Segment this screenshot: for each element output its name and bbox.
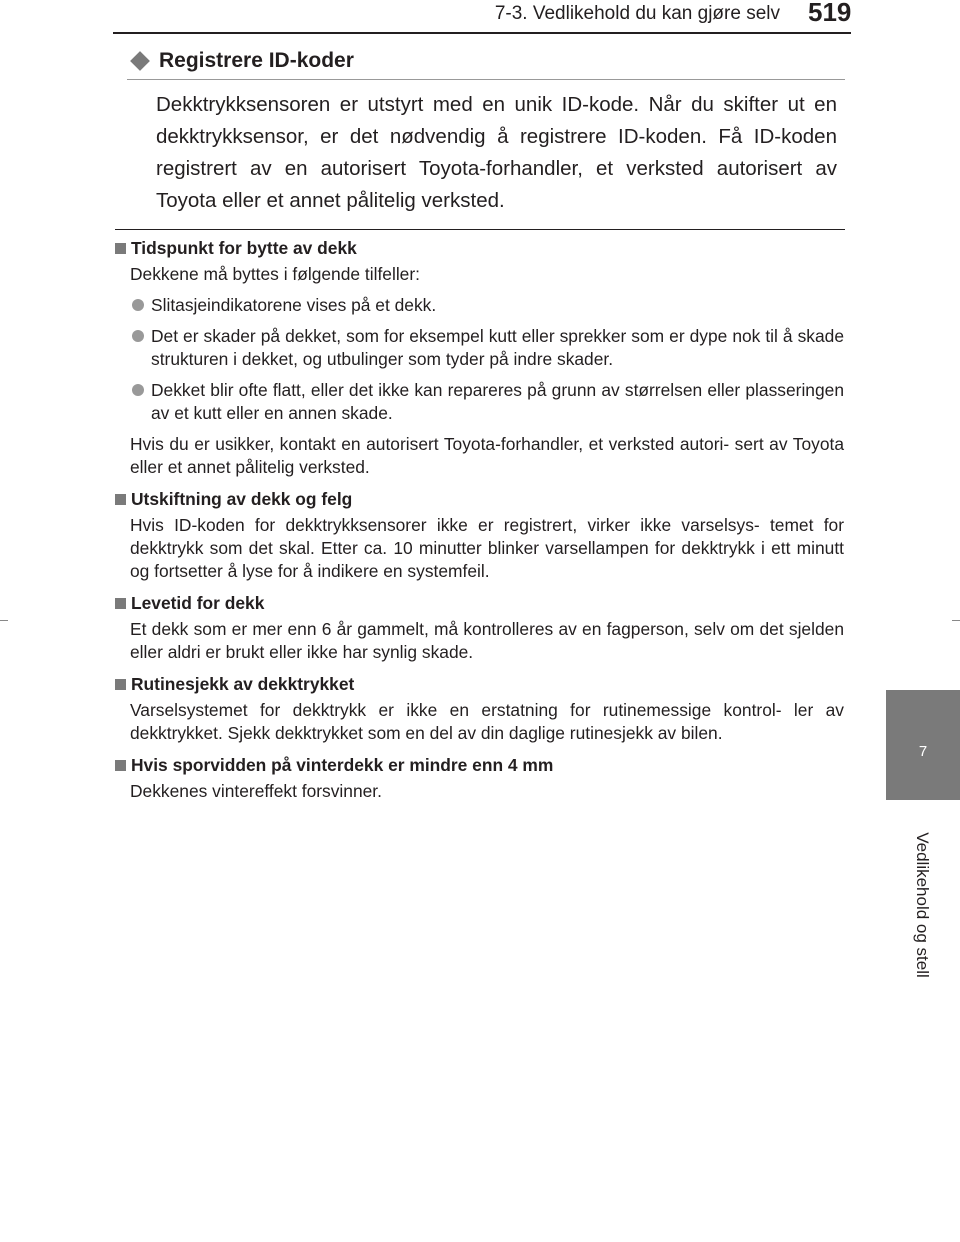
list-item-text: Det er skader på dekket, som for eksempel kutt eller sprekker som er dype nok til å skade strukturen i dekket, og utbulinger som tyder på indre skader.	[151, 326, 844, 369]
id-codes-heading	[127, 45, 847, 77]
id-codes-divider	[127, 79, 845, 80]
notes-content	[112, 236, 844, 803]
id-codes-body: Dekktrykksensoren er utstyrt med en unik ID-kode. Når du skifter ut en dekktrykksensor, er det nødvendig å registrere ID-koden. Få ID-koden registrert av en autorisert Toyota-forhandler, et verksted autorisert av Toyota eller et annet pålitelig verksted.	[156, 93, 837, 212]
list-item	[130, 379, 844, 425]
list-item	[130, 294, 844, 317]
section-divider	[115, 229, 845, 230]
section-heading-text: Levetid for dekk	[131, 593, 265, 613]
chapter-number: 7	[918, 743, 928, 760]
section-heading	[112, 591, 844, 616]
chapter-title-wrap	[862, 830, 960, 980]
square-bullet-icon	[115, 494, 126, 505]
chapter-tab	[886, 690, 960, 800]
section-body: Varselsystemet for dekktrykk er ikke en erstatning for rutinemessige kontrol- ler av dekktrykket. Sjekk dekktrykket som en del av din daglige rutinesjekk av bilen.	[130, 700, 844, 743]
section-title: 7-3. Vedlikehold du kan gjøre selv	[494, 3, 780, 24]
section-body: Dekkenes vintereffekt forsvinner.	[130, 781, 382, 801]
page-number: 519	[808, 0, 852, 27]
section-body: Hvis ID-koden for dekktrykksensorer ikke er registrert, virker ikke varselsys- temet for dekktrykk som det skal. Etter ca. 10 minutter blinker varsellampen for dekktrykk i ett minutt og fortsetter å lyse for å indikere en systemfeil.	[130, 515, 844, 581]
header-divider	[113, 32, 851, 34]
section-heading-text: Hvis sporvidden på vinterdekk er mindre enn 4 mm	[131, 755, 554, 775]
list-item-text: Dekket blir ofte flatt, eller det ikke kan repareres på grunn av størrelsen eller plasseringen av et kutt eller en annen skade.	[151, 380, 844, 423]
section-body: Et dekk som er mer enn 6 år gammelt, må kontrolleres av en fagperson, selv om det sjelden eller aldri er brukt eller ikke har synlig skade.	[130, 619, 844, 662]
section-heading	[112, 753, 844, 778]
square-bullet-icon	[115, 243, 126, 254]
diamond-bullet-icon	[130, 51, 150, 71]
dot-bullet-icon	[132, 299, 144, 311]
crop-mark-right	[952, 620, 960, 621]
square-bullet-icon	[115, 679, 126, 690]
crop-mark-left	[0, 620, 8, 621]
section-heading-text: Tidspunkt for bytte av dekk	[131, 238, 357, 258]
list-item-text: Slitasjeindikatorene vises på et dekk.	[151, 295, 437, 315]
section-heading	[112, 236, 844, 261]
dot-bullet-icon	[132, 330, 144, 342]
dot-bullet-icon	[132, 384, 144, 396]
square-bullet-icon	[115, 598, 126, 609]
square-bullet-icon	[115, 760, 126, 771]
section-heading-text: Utskiftning av dekk og felg	[131, 489, 353, 509]
section-outro: Hvis du er usikker, kontakt en autorisert Toyota-forhandler, et verksted autori- sert av Toyota eller et annet pålitelig verksted.	[130, 434, 844, 477]
id-codes-title: Registrere ID-koder	[159, 49, 354, 72]
list-item	[130, 325, 844, 371]
section-heading	[112, 487, 844, 512]
chapter-title: Vedlikehold og stell	[913, 832, 932, 978]
section-intro: Dekkene må byttes i følgende tilfeller:	[130, 264, 420, 284]
section-heading	[112, 672, 844, 697]
section-heading-text: Rutinesjekk av dekktrykket	[131, 674, 355, 694]
